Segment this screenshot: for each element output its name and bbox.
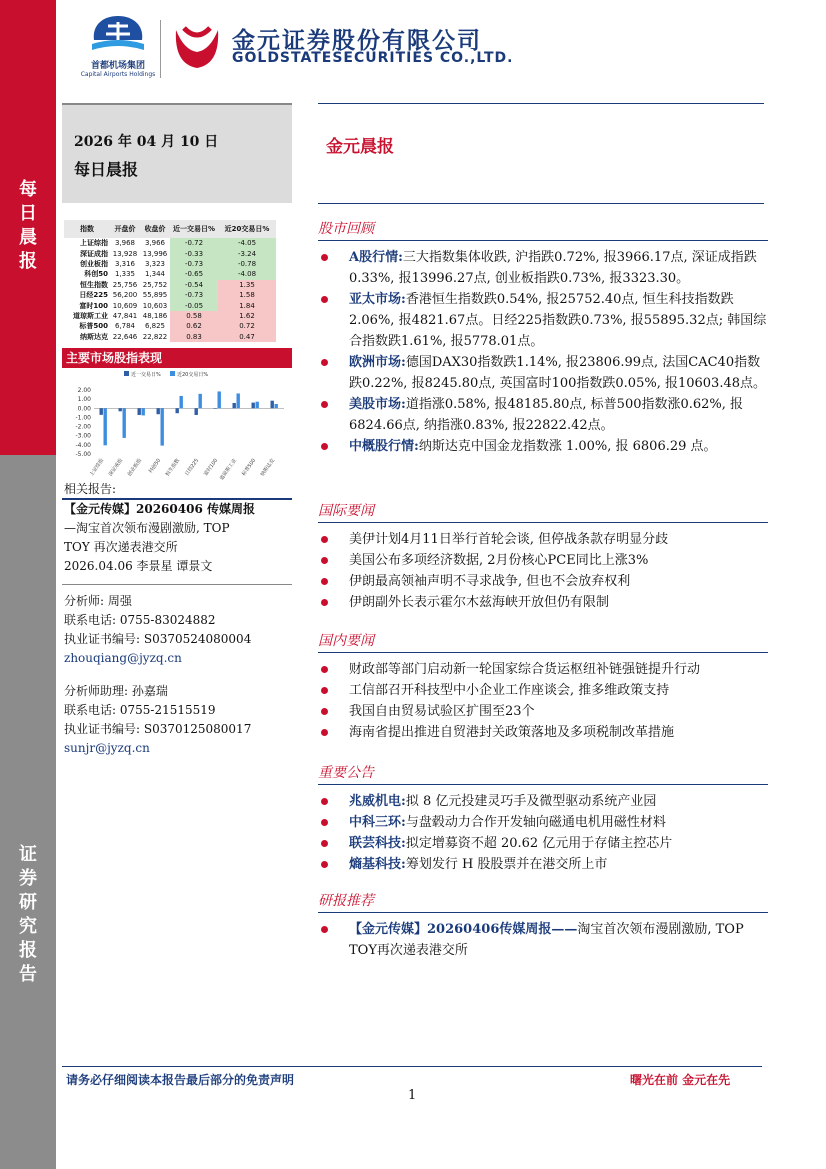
table-cell: 1.62 bbox=[218, 311, 276, 321]
x-tick-label: 纳斯达克 bbox=[259, 457, 277, 478]
page-number: 1 bbox=[408, 1088, 417, 1103]
table-cell: 6,784 bbox=[114, 322, 136, 331]
y-tick-label: -4.00 bbox=[75, 441, 91, 449]
market-review-text: 道指涨0.58%, 报48185.80点, 标普500指数涨0.62%, 报6824.66点, 纳指涨0.83%, 报22822.42点。 bbox=[349, 397, 744, 433]
table-header-cell: 近20交易日% bbox=[218, 220, 276, 238]
table-cell: -4.08 bbox=[218, 269, 276, 279]
y-tick-label: -1.00 bbox=[75, 414, 91, 422]
research-list bbox=[318, 919, 768, 961]
intl-news-list bbox=[318, 529, 768, 613]
table-cell: 13,996 bbox=[142, 249, 168, 258]
related-report-sub2: TOY 再次递表港交所 bbox=[64, 540, 178, 554]
sidebar-bottom-band bbox=[0, 455, 56, 1169]
analyst-1-cert: 执业证书编号: S0370524080004 bbox=[64, 632, 252, 646]
table-cell: 0.83 bbox=[170, 332, 218, 342]
capital-airports-logo bbox=[78, 14, 158, 78]
table-cell: -0.65 bbox=[170, 269, 218, 279]
notice-text: 拟定增募资不超 20.62 亿元用于存储主控芯片 bbox=[405, 836, 673, 851]
analyst-2-email[interactable]: sunjr@jyzq.cn bbox=[64, 741, 150, 755]
table-cell: -0.78 bbox=[218, 259, 276, 269]
analyst-2-cert: 执业证书编号: S0370125080017 bbox=[64, 722, 252, 736]
table-header-cell: 指数 bbox=[64, 220, 110, 238]
notice-item bbox=[318, 833, 768, 854]
table-cell: 22,822 bbox=[142, 332, 168, 341]
bar bbox=[138, 408, 141, 415]
market-review-label: 欧洲市场: bbox=[349, 355, 406, 370]
table-cell: 纳斯达克 bbox=[80, 332, 108, 341]
table-cell: 10,603 bbox=[142, 301, 168, 310]
research-rule bbox=[318, 912, 768, 913]
goldstate-en-name: GOLDSTATESECURITIES CO.,LTD. bbox=[232, 50, 514, 66]
analyst-1-name: 分析师: 周强 bbox=[64, 594, 132, 608]
bar bbox=[142, 408, 145, 415]
y-tick-label: 1.00 bbox=[77, 396, 91, 404]
sidebar-top-band bbox=[0, 0, 56, 455]
table-cell: -0.72 bbox=[170, 238, 218, 248]
intl-news-item: 伊朗副外长表示霍尔木兹海峡开放但仍有限制 bbox=[318, 592, 768, 613]
capital-airports-icon bbox=[90, 14, 146, 52]
market-index-table bbox=[64, 220, 276, 342]
research-item[interactable] bbox=[318, 919, 768, 961]
table-row bbox=[64, 280, 276, 290]
table-cell: 47,841 bbox=[112, 311, 138, 320]
notice-item bbox=[318, 791, 768, 812]
domestic-news-title: 国内要闻 bbox=[318, 633, 374, 649]
table-cell: 日经225 bbox=[79, 291, 108, 300]
notice-text: 与盘毂动力合作开发轴向磁通电机用磁性材料 bbox=[405, 815, 666, 830]
table-cell: 道琼斯工业 bbox=[73, 311, 108, 320]
legend-swatch bbox=[170, 371, 175, 376]
table-cell: 48,186 bbox=[142, 311, 168, 320]
x-tick-label: 上证综指 bbox=[88, 457, 106, 478]
bar bbox=[104, 408, 107, 445]
bar bbox=[237, 393, 240, 408]
notice-text: 筹划发行 H 股股票并在港交所上市 bbox=[405, 857, 608, 872]
bar bbox=[119, 408, 122, 411]
bar bbox=[176, 408, 179, 413]
table-row bbox=[64, 300, 276, 310]
table-cell: 深证成指 bbox=[80, 249, 108, 258]
x-tick-label: 富时100 bbox=[203, 457, 220, 478]
notice-company: 熵基科技: bbox=[349, 857, 406, 872]
intl-news-title: 国际要闻 bbox=[318, 503, 374, 519]
bar bbox=[199, 394, 202, 408]
table-cell: 3,323 bbox=[144, 259, 166, 268]
related-report[interactable] bbox=[64, 500, 292, 576]
table-cell: 创业板指 bbox=[80, 259, 108, 268]
table-cell: 0.47 bbox=[218, 332, 276, 342]
table-cell: 1,335 bbox=[114, 270, 136, 279]
table-row bbox=[64, 248, 276, 258]
market-review-section bbox=[318, 218, 768, 457]
footer-slogan: 曙光在前 金元在先 bbox=[630, 1073, 731, 1087]
table-cell: 0.62 bbox=[170, 321, 218, 331]
table-header-cell: 收盘价 bbox=[140, 220, 170, 238]
goldstate-cn-name: 金元证券股份有限公司 bbox=[232, 28, 482, 54]
bar bbox=[252, 403, 255, 409]
table-row bbox=[64, 238, 276, 248]
domestic-news-rule bbox=[318, 652, 768, 653]
table-body bbox=[64, 238, 276, 342]
footer-rule bbox=[62, 1066, 762, 1067]
table-cell: 13,928 bbox=[112, 249, 138, 258]
y-tick-label: -3.00 bbox=[75, 432, 91, 440]
domestic-news-item: 财政部等部门启动新一轮国家综合货运枢纽补链强链提升行动 bbox=[318, 659, 768, 680]
bar bbox=[214, 408, 217, 409]
bar bbox=[161, 408, 164, 445]
legend-label: 近一交易日% bbox=[131, 372, 161, 378]
table-cell: 3,968 bbox=[114, 239, 136, 248]
bar bbox=[100, 408, 103, 415]
research-item-label: 【金元传媒】20260406传媒周报—— bbox=[349, 922, 578, 937]
x-tick-label: 恒生指数 bbox=[164, 457, 182, 478]
table-cell: 1,344 bbox=[144, 270, 166, 279]
capital-name: 首都机场集团 bbox=[90, 61, 145, 71]
market-review-item bbox=[318, 247, 768, 289]
chart-area bbox=[62, 368, 292, 480]
header-rule-bottom bbox=[318, 203, 764, 204]
x-tick-label: 科创50 bbox=[147, 457, 163, 475]
x-tick-label: 日经225 bbox=[184, 457, 201, 478]
table-header-row bbox=[64, 220, 276, 238]
notice-company: 兆威机电: bbox=[349, 794, 406, 809]
table-header-cell: 开盘价 bbox=[110, 220, 140, 238]
related-report-sub1: —淘宝首次领布漫剧激励, TOP bbox=[64, 521, 230, 535]
domestic-news-item: 工信部召开科技型中小企业工作座谈会, 推多维政策支持 bbox=[318, 680, 768, 701]
analyst-rule bbox=[62, 584, 292, 585]
main-title: 金元晨报 bbox=[326, 137, 394, 157]
table-header-cell: 近一交易日% bbox=[170, 220, 218, 238]
table-cell: 25,752 bbox=[142, 280, 168, 289]
table-cell: 56,200 bbox=[112, 291, 138, 300]
x-tick-label: 深证成指 bbox=[107, 457, 125, 478]
table-cell: 1.35 bbox=[218, 280, 276, 290]
analyst-2-phone: 联系电话: 0755-21515519 bbox=[64, 703, 216, 717]
table-row bbox=[64, 259, 276, 269]
table-cell: -4.05 bbox=[218, 238, 276, 248]
y-tick-label: 2.00 bbox=[77, 387, 91, 394]
market-review-label: 美股市场: bbox=[349, 397, 406, 412]
domestic-news-list bbox=[318, 659, 768, 743]
table-cell: 3,316 bbox=[114, 259, 136, 268]
header-rule-top bbox=[318, 103, 764, 104]
bar bbox=[256, 402, 259, 409]
market-review-list bbox=[318, 247, 768, 457]
x-tick-label: 道琼斯工业 bbox=[218, 457, 239, 480]
table-cell: 55,895 bbox=[142, 291, 168, 300]
table-row bbox=[64, 321, 276, 331]
related-report-meta: 2026.04.06 李景星 谭景文 bbox=[64, 559, 213, 573]
research-title: 研报推荐 bbox=[318, 893, 374, 909]
market-review-text: 香港恒生指数跌0.54%, 报25752.40点, 恒生科技指数跌2.06%, 报4821.67点。日经225指数跌0.73%, 报55895.32点; 韩国综合指数跌1.61%, 报5778.01点。 bbox=[349, 292, 767, 349]
goldstate-icon bbox=[170, 20, 224, 74]
bar bbox=[233, 403, 236, 408]
market-review-text: 纳斯达克中国金龙指数涨 1.00%, 报 6806.29 点。 bbox=[418, 439, 717, 454]
market-review-text: 德国DAX30指数跌1.14%, 报23806.99点, 法国CAC40指数跌0.22%, 报8245.80点, 英国富时100指数跌0.05%, 报10603.48点。 bbox=[349, 355, 766, 391]
table-cell: 1.84 bbox=[218, 300, 276, 310]
research-section bbox=[318, 890, 768, 961]
related-label: 相关报告: bbox=[64, 482, 117, 496]
intl-news-item: 美国公布多项经济数据, 2月份核心PCE同比上涨3% bbox=[318, 550, 768, 571]
domestic-news-section bbox=[318, 630, 768, 743]
bar bbox=[275, 404, 278, 408]
table-cell: 科创50 bbox=[84, 270, 108, 279]
goldstate-logo bbox=[170, 20, 224, 78]
market-review-label: A股行情: bbox=[349, 250, 403, 265]
bar bbox=[157, 408, 160, 414]
related-report-title: 【金元传媒】20260406 传媒周报 bbox=[64, 502, 255, 516]
bar bbox=[218, 391, 221, 408]
notice-list bbox=[318, 791, 768, 875]
table-cell: -0.54 bbox=[170, 280, 218, 290]
table-cell: 富时100 bbox=[79, 301, 108, 310]
market-review-item bbox=[318, 352, 768, 394]
table-row bbox=[64, 311, 276, 321]
table-cell: -0.33 bbox=[170, 248, 218, 258]
chart-title: 主要市场股指表现 bbox=[62, 348, 292, 368]
market-review-text: 三大指数集体收跌, 沪指跌0.72%, 报3966.17点, 深证成指跌0.33%, 报13996.27点, 创业板指跌0.73%, 报3323.30。 bbox=[349, 250, 757, 286]
index-performance-chart bbox=[62, 368, 292, 480]
market-review-title: 股市回顾 bbox=[318, 221, 374, 237]
intl-news-rule bbox=[318, 522, 768, 523]
notice-section bbox=[318, 762, 768, 875]
notice-rule bbox=[318, 784, 768, 785]
sidebar-bottom-text: 证 券 研 究 报 告 bbox=[19, 844, 37, 985]
table-cell: 10,609 bbox=[112, 301, 138, 310]
legend-swatch bbox=[124, 371, 129, 376]
notice-company: 联芸科技: bbox=[349, 836, 406, 851]
market-review-label: 中概股行情: bbox=[349, 439, 419, 454]
notice-item bbox=[318, 854, 768, 875]
intl-news-item: 美伊计划4月11日举行首轮会谈, 但停战条款存明显分歧 bbox=[318, 529, 768, 550]
table-row bbox=[64, 290, 276, 300]
x-tick-label: 标普500 bbox=[241, 457, 258, 478]
table-cell: -0.73 bbox=[170, 259, 218, 269]
market-review-rule bbox=[318, 240, 768, 241]
y-tick-label: 0.00 bbox=[77, 405, 91, 413]
intl-news-item: 伊朗最高领袖声明不寻求战争, 但也不会放弃权利 bbox=[318, 571, 768, 592]
market-review-label: 亚太市场: bbox=[349, 292, 406, 307]
analyst-2-name: 分析师助理: 孙嘉瑞 bbox=[64, 684, 168, 698]
notice-company: 中科三环: bbox=[349, 815, 406, 830]
table-cell: 6,825 bbox=[144, 322, 166, 331]
table-cell: -0.05 bbox=[170, 300, 218, 310]
capital-en: Capital Airports Holdings bbox=[80, 71, 156, 78]
table-cell: 0.72 bbox=[218, 321, 276, 331]
notice-text: 拟 8 亿元投建灵巧手及微型驱动系统产业园 bbox=[405, 794, 657, 809]
table-cell: -0.73 bbox=[170, 290, 218, 300]
table-cell: 上证综指 bbox=[80, 239, 108, 248]
legend-label: 近20交易日% bbox=[177, 372, 209, 378]
market-review-item bbox=[318, 394, 768, 436]
table-cell: 恒生指数 bbox=[80, 280, 108, 289]
table-cell: -3.24 bbox=[218, 248, 276, 258]
y-tick-label: -2.00 bbox=[75, 423, 91, 431]
logo-divider bbox=[160, 20, 161, 78]
market-review-item bbox=[318, 436, 768, 457]
table-row bbox=[64, 332, 276, 342]
report-info-box bbox=[62, 103, 292, 203]
bar bbox=[195, 408, 198, 415]
sidebar-top-text: 每 日 晨 报 bbox=[19, 179, 37, 272]
domestic-news-item: 我国自由贸易试验区扩围至23个 bbox=[318, 701, 768, 722]
notice-title: 重要公告 bbox=[318, 765, 374, 781]
bar bbox=[180, 396, 183, 408]
table-cell: 1.58 bbox=[218, 290, 276, 300]
table-cell: 25,756 bbox=[112, 280, 138, 289]
analyst-2 bbox=[64, 682, 251, 758]
market-review-item bbox=[318, 289, 768, 352]
table-cell: 22,646 bbox=[112, 332, 138, 341]
bar bbox=[271, 401, 274, 409]
notice-item bbox=[318, 812, 768, 833]
y-tick-label: -5.00 bbox=[75, 451, 91, 458]
analyst-1-phone: 联系电话: 0755-83024882 bbox=[64, 613, 216, 627]
domestic-news-item: 海南省提出推进自贸港封关政策落地及多项税制改革措施 bbox=[318, 722, 768, 743]
table-cell: 0.58 bbox=[170, 311, 218, 321]
x-tick-label: 创业板指 bbox=[126, 457, 144, 478]
analyst-1-email[interactable]: zhouqiang@jyzq.cn bbox=[64, 651, 182, 665]
table-cell: 标普500 bbox=[79, 322, 108, 331]
analyst-1 bbox=[64, 592, 251, 668]
research-item-text: 淘宝首次领布漫剧激励, TOP TOY再次递表港交所 bbox=[349, 922, 744, 958]
table-cell: 3,966 bbox=[144, 239, 166, 248]
intl-news-section bbox=[318, 500, 768, 613]
bar bbox=[123, 408, 126, 438]
report-date: 2026 年 04 月 10 日 bbox=[74, 134, 219, 150]
market-index-table-wrap bbox=[64, 220, 276, 342]
footer-disclaimer: 请务必仔细阅读本报告最后部分的免责声明 bbox=[66, 1073, 295, 1087]
table-row bbox=[64, 269, 276, 279]
report-type: 每日晨报 bbox=[74, 160, 139, 179]
